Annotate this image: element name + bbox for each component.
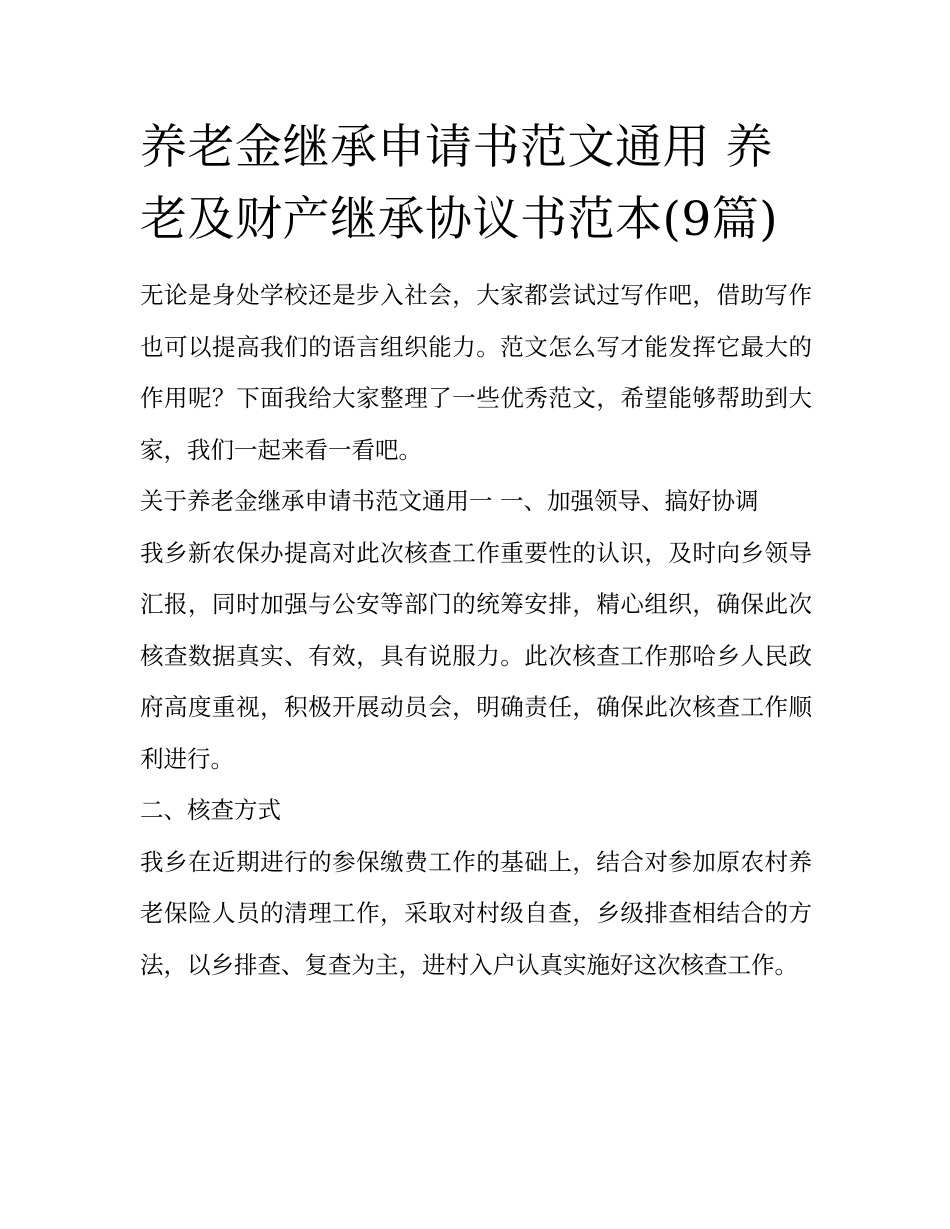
document-page	[140, 112, 812, 991]
section-heading-1: 关于养老金继承申请书范文通用一 一、加强领导、搞好协调	[140, 487, 759, 515]
intro-paragraph: 无论是身处学校还是步入社会，大家都尝试过写作吧，借助写作也可以提高我们的语言组织能力。范文怎么写才能发挥它最大的作用呢？下面我给大家整理了一些优秀范文，希望能够帮助到大家，我们一起来看一看吧。	[140, 281, 812, 464]
document-title: 养老金继承申请书范文通用 养老及财产继承协议书范本(9篇)	[140, 120, 779, 247]
section-2-paragraph: 我乡在近期进行的参保缴费工作的基础上，结合对参加原农村养老保险人员的清理工作，采取对村级自查，乡级排查相结合的方法，以乡排查、复查为主，进村入户认真实施好这次核查工作。	[140, 847, 812, 979]
document-body	[140, 270, 812, 991]
section-heading-2: 二、核查方式	[140, 796, 281, 824]
section-1-paragraph: 我乡新农保办提高对此次核查工作重要性的认识，及时向乡领导汇报，同时加强与公安等部门的统筹安排，精心组织，确保此次核查数据真实、有效，具有说服力。此次核查工作那哈乡人民政府高度重视，积极开展动员会，明确责任，确保此次核查工作顺利进行。	[140, 538, 812, 773]
